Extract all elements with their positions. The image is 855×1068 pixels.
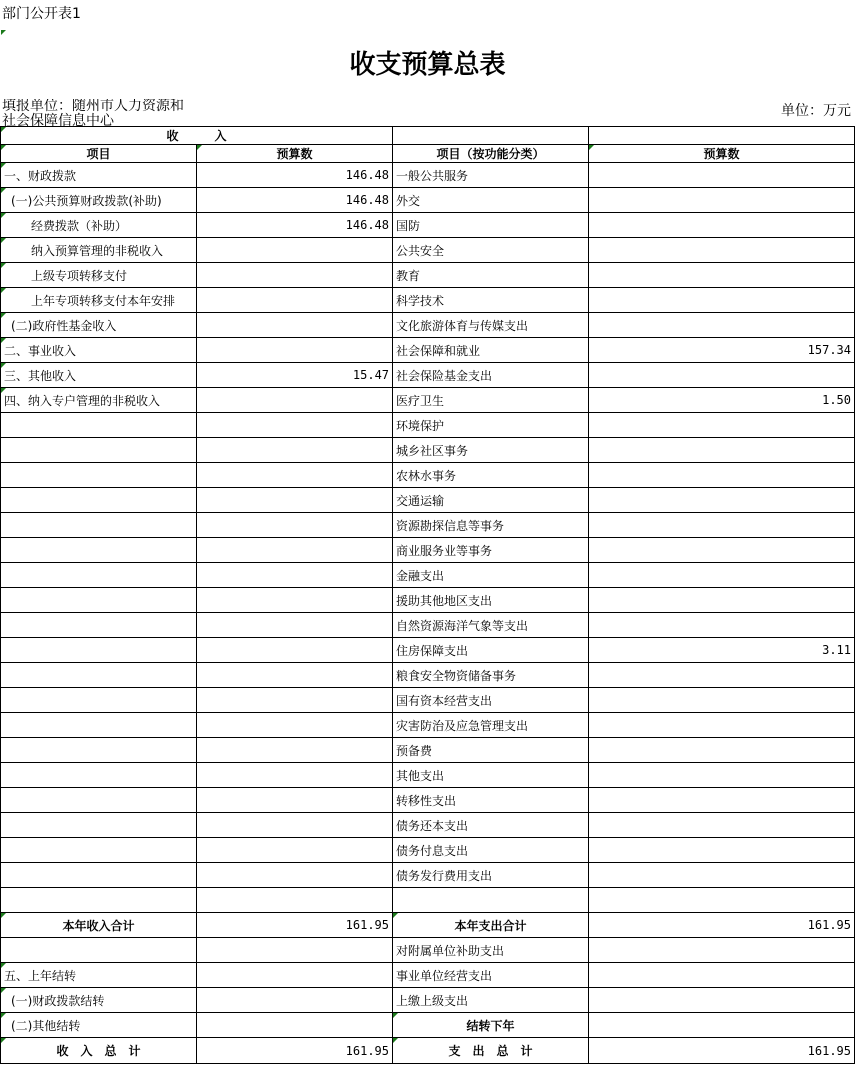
income-item-cell bbox=[1, 813, 197, 838]
expense-amount-cell bbox=[589, 363, 855, 388]
expense-amount-cell: 157.34 bbox=[589, 338, 855, 363]
expense-item-cell: 结转下年 bbox=[393, 1013, 589, 1038]
expense-amount-cell bbox=[589, 463, 855, 488]
expense-amount-cell bbox=[589, 438, 855, 463]
income-item-cell bbox=[1, 763, 197, 788]
income-amount-cell bbox=[197, 763, 393, 788]
expense-amount-cell bbox=[589, 238, 855, 263]
expense-item-cell: 上缴上级支出 bbox=[393, 988, 589, 1013]
expense-item-cell: 债务发行费用支出 bbox=[393, 863, 589, 888]
income-amount-cell bbox=[197, 313, 393, 338]
income-amount-cell: 146.48 bbox=[197, 188, 393, 213]
income-amount-cell bbox=[197, 513, 393, 538]
expense-item-cell: 支 出 总 计 bbox=[393, 1038, 589, 1064]
table-row bbox=[1, 638, 855, 663]
income-amount-cell: 146.48 bbox=[197, 213, 393, 238]
income-item-cell: 一、财政拨款 bbox=[1, 163, 197, 188]
income-item-cell bbox=[1, 613, 197, 638]
expense-item-header: 项目（按功能分类） bbox=[393, 145, 589, 163]
table-row bbox=[1, 263, 855, 288]
table-row bbox=[1, 963, 855, 988]
income-amount-cell bbox=[197, 788, 393, 813]
income-item-cell bbox=[1, 488, 197, 513]
table-row bbox=[1, 938, 855, 963]
expense-amount-cell bbox=[589, 263, 855, 288]
income-item-cell bbox=[1, 888, 197, 913]
page-title: 收支预算总表 bbox=[349, 50, 506, 80]
expense-amount-cell bbox=[589, 313, 855, 338]
expense-amount-cell bbox=[589, 663, 855, 688]
expense-amount-cell: 1.50 bbox=[589, 388, 855, 413]
expense-item-cell: 债务付息支出 bbox=[393, 838, 589, 863]
table-row bbox=[1, 188, 855, 213]
expense-group-header-blank bbox=[589, 127, 855, 145]
expense-group-header-blank bbox=[393, 127, 589, 145]
expense-amount-cell bbox=[589, 413, 855, 438]
income-amount-cell bbox=[197, 338, 393, 363]
expense-amount-cell bbox=[589, 888, 855, 913]
expense-amount-cell bbox=[589, 488, 855, 513]
income-item-cell: 经费拨款（补助） bbox=[1, 213, 197, 238]
income-amount-cell bbox=[197, 288, 393, 313]
income-item-cell bbox=[1, 413, 197, 438]
cell-marker-icon bbox=[1, 30, 6, 35]
income-amount-cell bbox=[197, 538, 393, 563]
income-item-cell bbox=[1, 713, 197, 738]
expense-amount-cell bbox=[589, 988, 855, 1013]
income-amount-cell: 146.48 bbox=[197, 163, 393, 188]
table-row bbox=[1, 738, 855, 763]
income-item-cell bbox=[1, 688, 197, 713]
table-row bbox=[1, 388, 855, 413]
income-amount-cell bbox=[197, 963, 393, 988]
expense-item-cell: 环境保护 bbox=[393, 413, 589, 438]
unit-label: 单位：万元 bbox=[781, 103, 851, 119]
income-item-cell: (一)公共预算财政拨款(补助) bbox=[1, 188, 197, 213]
table-row bbox=[1, 338, 855, 363]
income-amount-cell bbox=[197, 938, 393, 963]
expense-amount-cell bbox=[589, 688, 855, 713]
table-row bbox=[1, 238, 855, 263]
table-row bbox=[1, 288, 855, 313]
income-amount-cell: 15.47 bbox=[197, 363, 393, 388]
expense-item-cell: 医疗卫生 bbox=[393, 388, 589, 413]
expense-amount-header: 预算数 bbox=[589, 145, 855, 163]
income-item-cell: (二)政府性基金收入 bbox=[1, 313, 197, 338]
income-amount-cell bbox=[197, 813, 393, 838]
table-row bbox=[1, 1038, 855, 1064]
table-row bbox=[1, 438, 855, 463]
income-amount-cell bbox=[197, 463, 393, 488]
income-amount-cell bbox=[197, 388, 393, 413]
income-item-cell: 上级专项转移支付 bbox=[1, 263, 197, 288]
expense-item-cell: 文化旅游体育与传媒支出 bbox=[393, 313, 589, 338]
income-amount-cell: 161.95 bbox=[197, 913, 393, 938]
expense-item-cell: 科学技术 bbox=[393, 288, 589, 313]
table-row bbox=[1, 588, 855, 613]
income-item-cell bbox=[1, 513, 197, 538]
expense-amount-cell bbox=[589, 613, 855, 638]
table-row bbox=[1, 813, 855, 838]
income-amount-cell bbox=[197, 263, 393, 288]
expense-item-cell: 灾害防治及应急管理支出 bbox=[393, 713, 589, 738]
table-row bbox=[1, 513, 855, 538]
income-amount-cell bbox=[197, 838, 393, 863]
income-item-cell bbox=[1, 788, 197, 813]
income-amount-cell bbox=[197, 738, 393, 763]
expense-item-cell: 交通运输 bbox=[393, 488, 589, 513]
expense-item-cell: 农林水事务 bbox=[393, 463, 589, 488]
expense-item-cell: 其他支出 bbox=[393, 763, 589, 788]
group-header-row bbox=[1, 127, 855, 145]
table-row bbox=[1, 613, 855, 638]
income-amount-cell bbox=[197, 688, 393, 713]
expense-item-cell: 债务还本支出 bbox=[393, 813, 589, 838]
expense-item-cell: 援助其他地区支出 bbox=[393, 588, 589, 613]
expense-amount-cell bbox=[589, 588, 855, 613]
income-item-cell: 四、纳入专户管理的非税收入 bbox=[1, 388, 197, 413]
table-row bbox=[1, 538, 855, 563]
expense-item-cell: 粮食安全物资储备事务 bbox=[393, 663, 589, 688]
income-amount-header: 预算数 bbox=[197, 145, 393, 163]
expense-item-cell: 外交 bbox=[393, 188, 589, 213]
income-item-cell bbox=[1, 563, 197, 588]
income-amount-cell bbox=[197, 588, 393, 613]
table-row bbox=[1, 1013, 855, 1038]
income-item-cell: 本年收入合计 bbox=[1, 913, 197, 938]
income-amount-cell bbox=[197, 613, 393, 638]
income-item-cell bbox=[1, 863, 197, 888]
column-header-row bbox=[1, 145, 855, 163]
expense-item-cell: 城乡社区事务 bbox=[393, 438, 589, 463]
income-item-cell: (二)其他结转 bbox=[1, 1013, 197, 1038]
expense-item-cell: 教育 bbox=[393, 263, 589, 288]
expense-item-cell: 国有资本经营支出 bbox=[393, 688, 589, 713]
expense-amount-cell bbox=[589, 163, 855, 188]
income-item-cell bbox=[1, 838, 197, 863]
table-row bbox=[1, 563, 855, 588]
expense-amount-cell bbox=[589, 813, 855, 838]
income-amount-cell bbox=[197, 988, 393, 1013]
table-row bbox=[1, 363, 855, 388]
expense-item-cell bbox=[393, 888, 589, 913]
expense-item-cell: 金融支出 bbox=[393, 563, 589, 588]
expense-item-cell: 预备费 bbox=[393, 738, 589, 763]
expense-item-cell: 住房保障支出 bbox=[393, 638, 589, 663]
filler-unit-label: 填报单位：随州市人力资源和社会保障信息中心 bbox=[2, 99, 184, 127]
income-item-cell bbox=[1, 538, 197, 563]
expense-amount-cell bbox=[589, 713, 855, 738]
income-item-cell bbox=[1, 438, 197, 463]
table-row bbox=[1, 988, 855, 1013]
income-item-cell bbox=[1, 588, 197, 613]
table-row bbox=[1, 763, 855, 788]
income-amount-cell: 161.95 bbox=[197, 1038, 393, 1064]
table-row bbox=[1, 463, 855, 488]
expense-amount-cell bbox=[589, 938, 855, 963]
budget-table bbox=[0, 126, 855, 1064]
expense-item-cell: 自然资源海洋气象等支出 bbox=[393, 613, 589, 638]
expense-amount-cell bbox=[589, 213, 855, 238]
expense-amount-cell bbox=[589, 563, 855, 588]
expense-item-cell: 转移性支出 bbox=[393, 788, 589, 813]
expense-item-cell: 社会保障和就业 bbox=[393, 338, 589, 363]
expense-amount-cell bbox=[589, 1013, 855, 1038]
income-amount-cell bbox=[197, 713, 393, 738]
table-row bbox=[1, 863, 855, 888]
income-item-cell: (一)财政拨款结转 bbox=[1, 988, 197, 1013]
expense-amount-cell bbox=[589, 863, 855, 888]
income-amount-cell bbox=[197, 863, 393, 888]
expense-item-cell: 一般公共服务 bbox=[393, 163, 589, 188]
table-row bbox=[1, 413, 855, 438]
income-amount-cell bbox=[197, 663, 393, 688]
expense-amount-cell bbox=[589, 838, 855, 863]
income-item-cell bbox=[1, 938, 197, 963]
expense-amount-cell bbox=[589, 788, 855, 813]
expense-item-cell: 商业服务业等事务 bbox=[393, 538, 589, 563]
expense-amount-cell bbox=[589, 963, 855, 988]
table-row bbox=[1, 913, 855, 938]
expense-item-cell: 社会保险基金支出 bbox=[393, 363, 589, 388]
expense-item-cell: 事业单位经营支出 bbox=[393, 963, 589, 988]
income-item-cell: 三、其他收入 bbox=[1, 363, 197, 388]
income-amount-cell bbox=[197, 1013, 393, 1038]
table-row bbox=[1, 488, 855, 513]
table-row bbox=[1, 788, 855, 813]
income-item-cell: 上年专项转移支付本年安排 bbox=[1, 288, 197, 313]
expense-item-cell: 对附属单位补助支出 bbox=[393, 938, 589, 963]
table-row bbox=[1, 313, 855, 338]
income-item-header: 项目 bbox=[1, 145, 197, 163]
income-item-cell bbox=[1, 638, 197, 663]
income-item-cell: 五、上年结转 bbox=[1, 963, 197, 988]
expense-item-cell: 公共安全 bbox=[393, 238, 589, 263]
income-amount-cell bbox=[197, 413, 393, 438]
expense-amount-cell bbox=[589, 763, 855, 788]
expense-amount-cell: 161.95 bbox=[589, 913, 855, 938]
table-row bbox=[1, 888, 855, 913]
table-row bbox=[1, 838, 855, 863]
income-item-cell bbox=[1, 463, 197, 488]
income-amount-cell bbox=[197, 888, 393, 913]
income-amount-cell bbox=[197, 438, 393, 463]
income-amount-cell bbox=[197, 238, 393, 263]
income-item-cell: 纳入预算管理的非税收入 bbox=[1, 238, 197, 263]
expense-amount-cell: 161.95 bbox=[589, 1038, 855, 1064]
income-item-cell bbox=[1, 663, 197, 688]
expense-item-cell: 资源勘探信息等事务 bbox=[393, 513, 589, 538]
income-amount-cell bbox=[197, 488, 393, 513]
table-row bbox=[1, 688, 855, 713]
expense-amount-cell bbox=[589, 188, 855, 213]
table-row bbox=[1, 713, 855, 738]
expense-amount-cell bbox=[589, 538, 855, 563]
expense-amount-cell bbox=[589, 288, 855, 313]
income-item-cell: 收 入 总 计 bbox=[1, 1038, 197, 1064]
sheet-name: 部门公开表1 bbox=[2, 6, 81, 22]
expense-amount-cell bbox=[589, 513, 855, 538]
expense-amount-cell bbox=[589, 738, 855, 763]
income-amount-cell bbox=[197, 563, 393, 588]
income-group-header: 收 入 bbox=[1, 127, 393, 145]
expense-amount-cell: 3.11 bbox=[589, 638, 855, 663]
table-row bbox=[1, 663, 855, 688]
table-row bbox=[1, 163, 855, 188]
expense-item-cell: 本年支出合计 bbox=[393, 913, 589, 938]
expense-item-cell: 国防 bbox=[393, 213, 589, 238]
table-row bbox=[1, 213, 855, 238]
income-item-cell bbox=[1, 738, 197, 763]
income-item-cell: 二、事业收入 bbox=[1, 338, 197, 363]
income-amount-cell bbox=[197, 638, 393, 663]
